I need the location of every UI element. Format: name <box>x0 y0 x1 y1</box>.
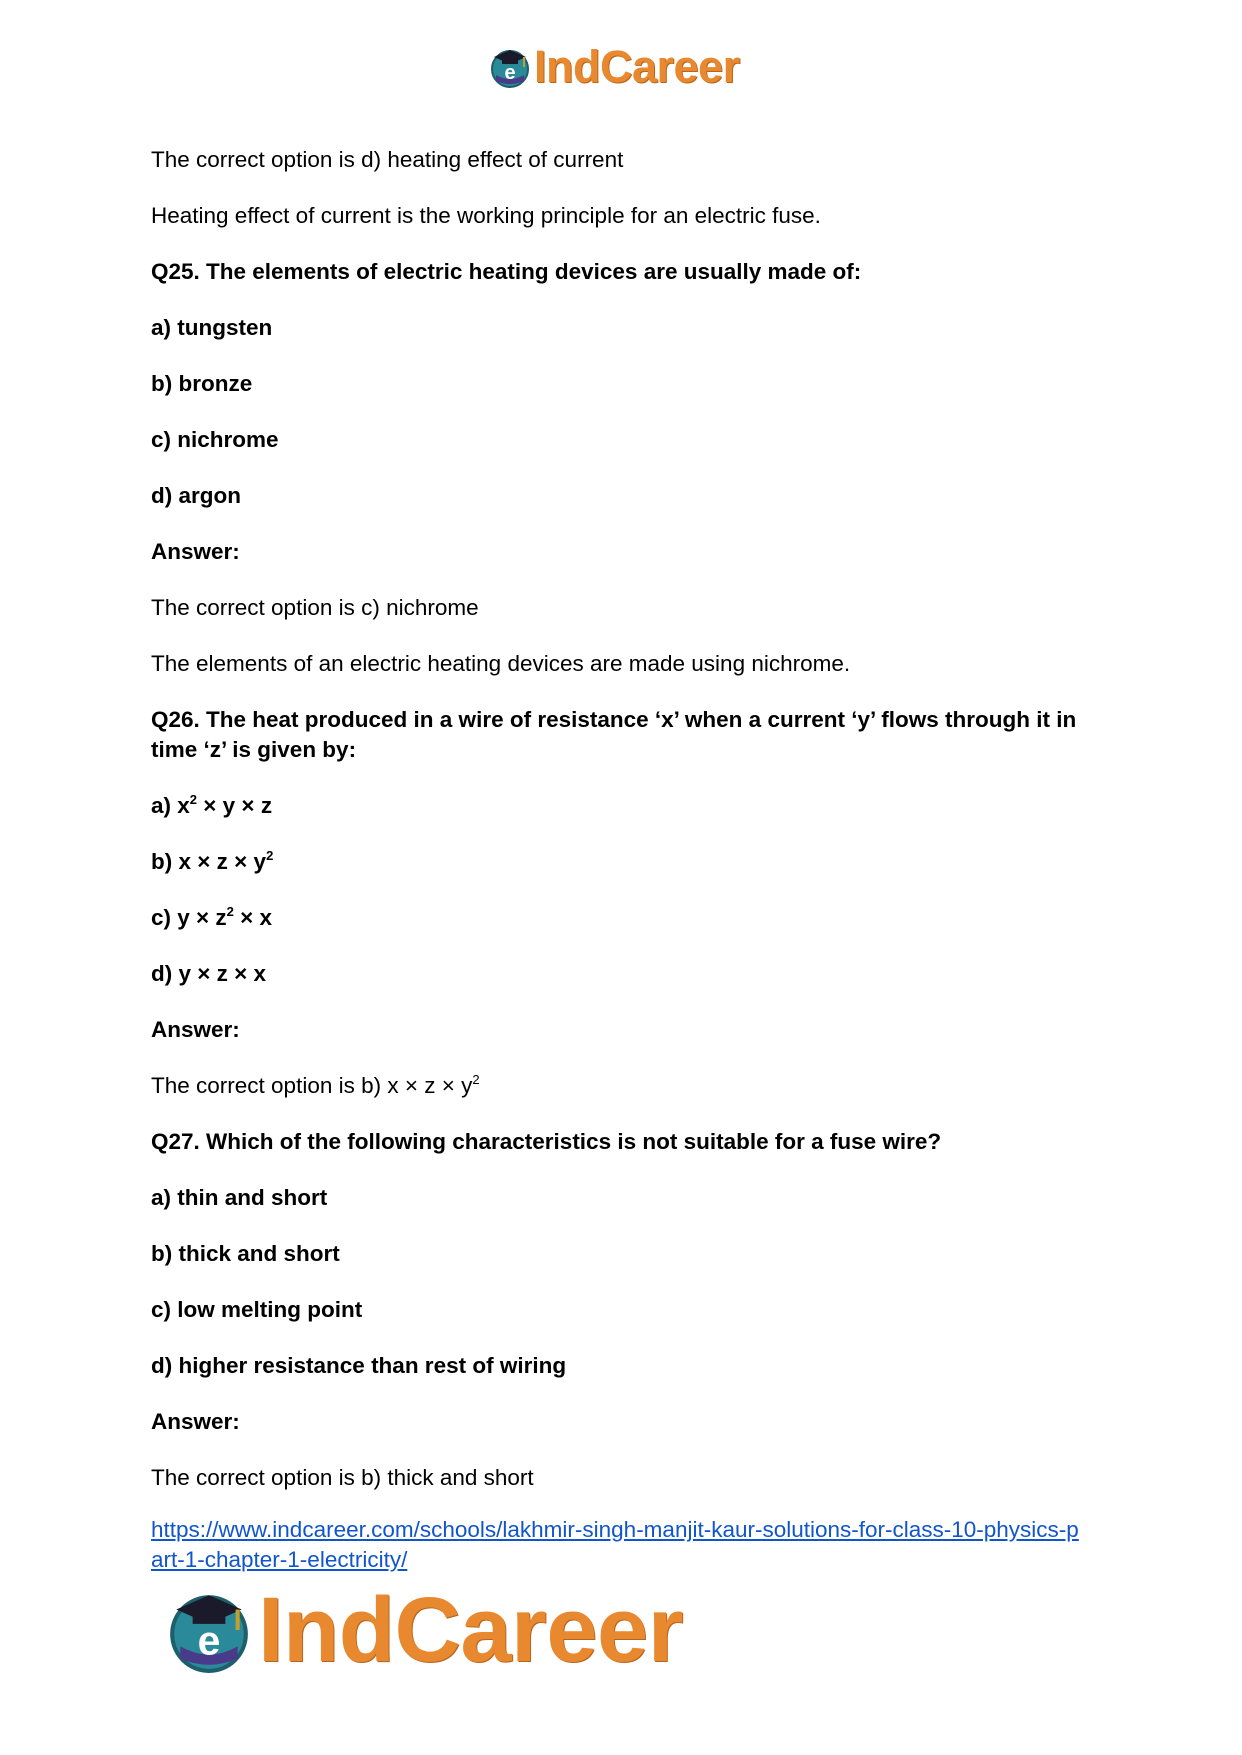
graduation-globe-icon <box>488 45 532 89</box>
q27-option-b: b) thick and short <box>151 1241 340 1266</box>
q25-option-d: d) argon <box>151 483 241 508</box>
q26-option-c: c) $y \times z^2 \times x$ <box>151 904 273 930</box>
q26-option-a: a) $x^2 \times y \times z$ <box>151 792 273 818</box>
q27-option-a: a) thin and short <box>151 1185 328 1210</box>
logo-wordmark: IndCareer <box>534 41 740 92</box>
q27-answer: The correct option is b) thick and short <box>151 1465 534 1490</box>
indcareer-logo-header <box>488 42 740 92</box>
q26-question: Q26. The heat produced in a wire of resistance ‘x’ when a current ‘y’ flows through it in time ‘z’ is given by: <box>151 707 1077 762</box>
q25-explanation: The elements of an electric heating devices are made using nichrome. <box>151 651 851 676</box>
q27-option-c: c) low melting point <box>151 1297 363 1322</box>
prev-answer-line: The correct option is d) heating effect of current <box>151 147 624 172</box>
indcareer-logo-footer <box>164 1580 683 1680</box>
graduation-globe-icon <box>164 1585 254 1675</box>
document-body <box>151 145 1091 1575</box>
source-link[interactable]: https://www.indcareer.com/schools/lakhmir-singh-manjit-kaur-solutions-for-class-10-physics-part-1-chapter-1-electricity/ <box>151 1517 1079 1572</box>
q26-answer-label: Answer: <box>151 1017 240 1042</box>
q25-option-c: c) nichrome <box>151 427 279 452</box>
prev-explanation: Heating effect of current is the working principle for an electric fuse. <box>151 203 821 228</box>
q27-question: Q27. Which of the following characteristics is not suitable for a fuse wire? <box>151 1129 942 1154</box>
q27-answer-label: Answer: <box>151 1409 240 1434</box>
q26-answer: The correct option is b) $x \times z \times y^2$ <box>151 1072 480 1098</box>
q25-answer-label: Answer: <box>151 539 240 564</box>
q25-question: Q25. The elements of electric heating devices are usually made of: <box>151 259 862 284</box>
logo-wordmark: IndCareer <box>258 1579 683 1681</box>
svg-text:e: e <box>504 62 516 84</box>
svg-text:e: e <box>197 1617 221 1664</box>
q26-option-b: b) $x \times z \times y^2$ <box>151 848 274 874</box>
q25-option-a: a) tungsten <box>151 315 273 340</box>
q25-option-b: b) bronze <box>151 371 253 396</box>
q25-answer: The correct option is c) nichrome <box>151 595 479 620</box>
q26-option-d: d) y × z × x <box>151 961 267 986</box>
q27-option-d: d) higher resistance than rest of wiring <box>151 1353 567 1378</box>
